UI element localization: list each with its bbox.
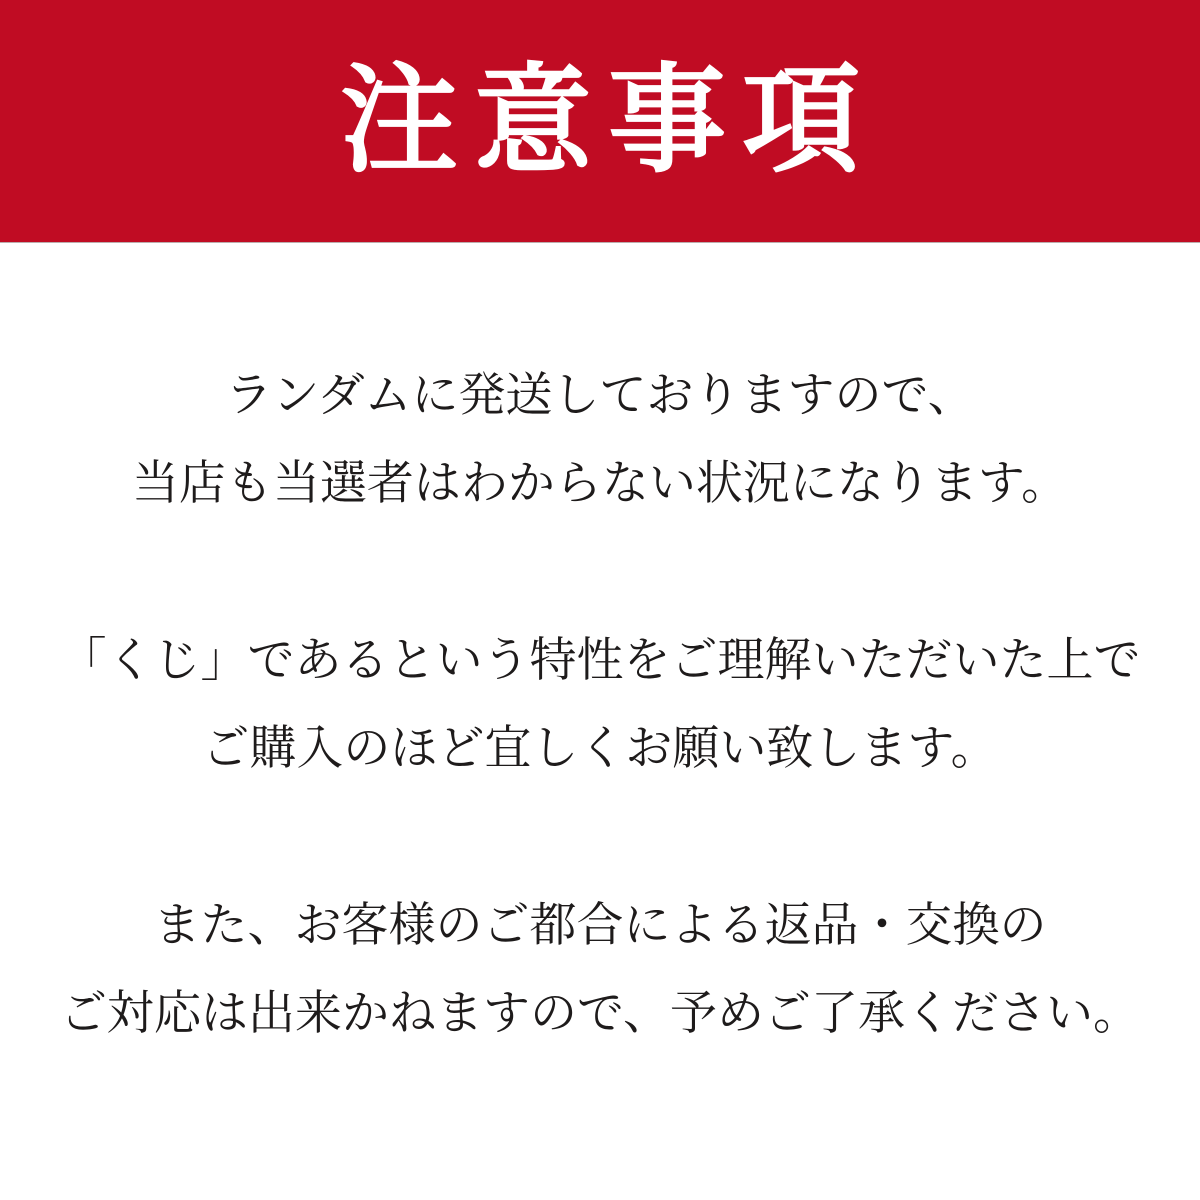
paragraph-lottery-nature — [0, 616, 1200, 792]
page-title: 注意事項 — [339, 55, 876, 187]
text-line: ご購入のほど宜しくお願い致します。 — [202, 721, 998, 774]
paragraph-no-returns — [0, 881, 1200, 1057]
paragraph-random-shipping — [0, 351, 1200, 527]
header-banner — [0, 0, 1200, 242]
text-line: ご対応は出来かねますので、予めご了承ください。 — [59, 986, 1141, 1039]
text-line: 当店も当選者はわからない状況になります。 — [131, 456, 1069, 509]
text-line: ランダムに発送しておりますので、 — [225, 368, 975, 421]
notice-body — [0, 242, 1200, 1057]
text-line: また、お客様のご都合による返品・交換の — [153, 898, 1047, 951]
text-line: 「くじ」であるという特性をご理解いただいた上で — [59, 633, 1141, 686]
